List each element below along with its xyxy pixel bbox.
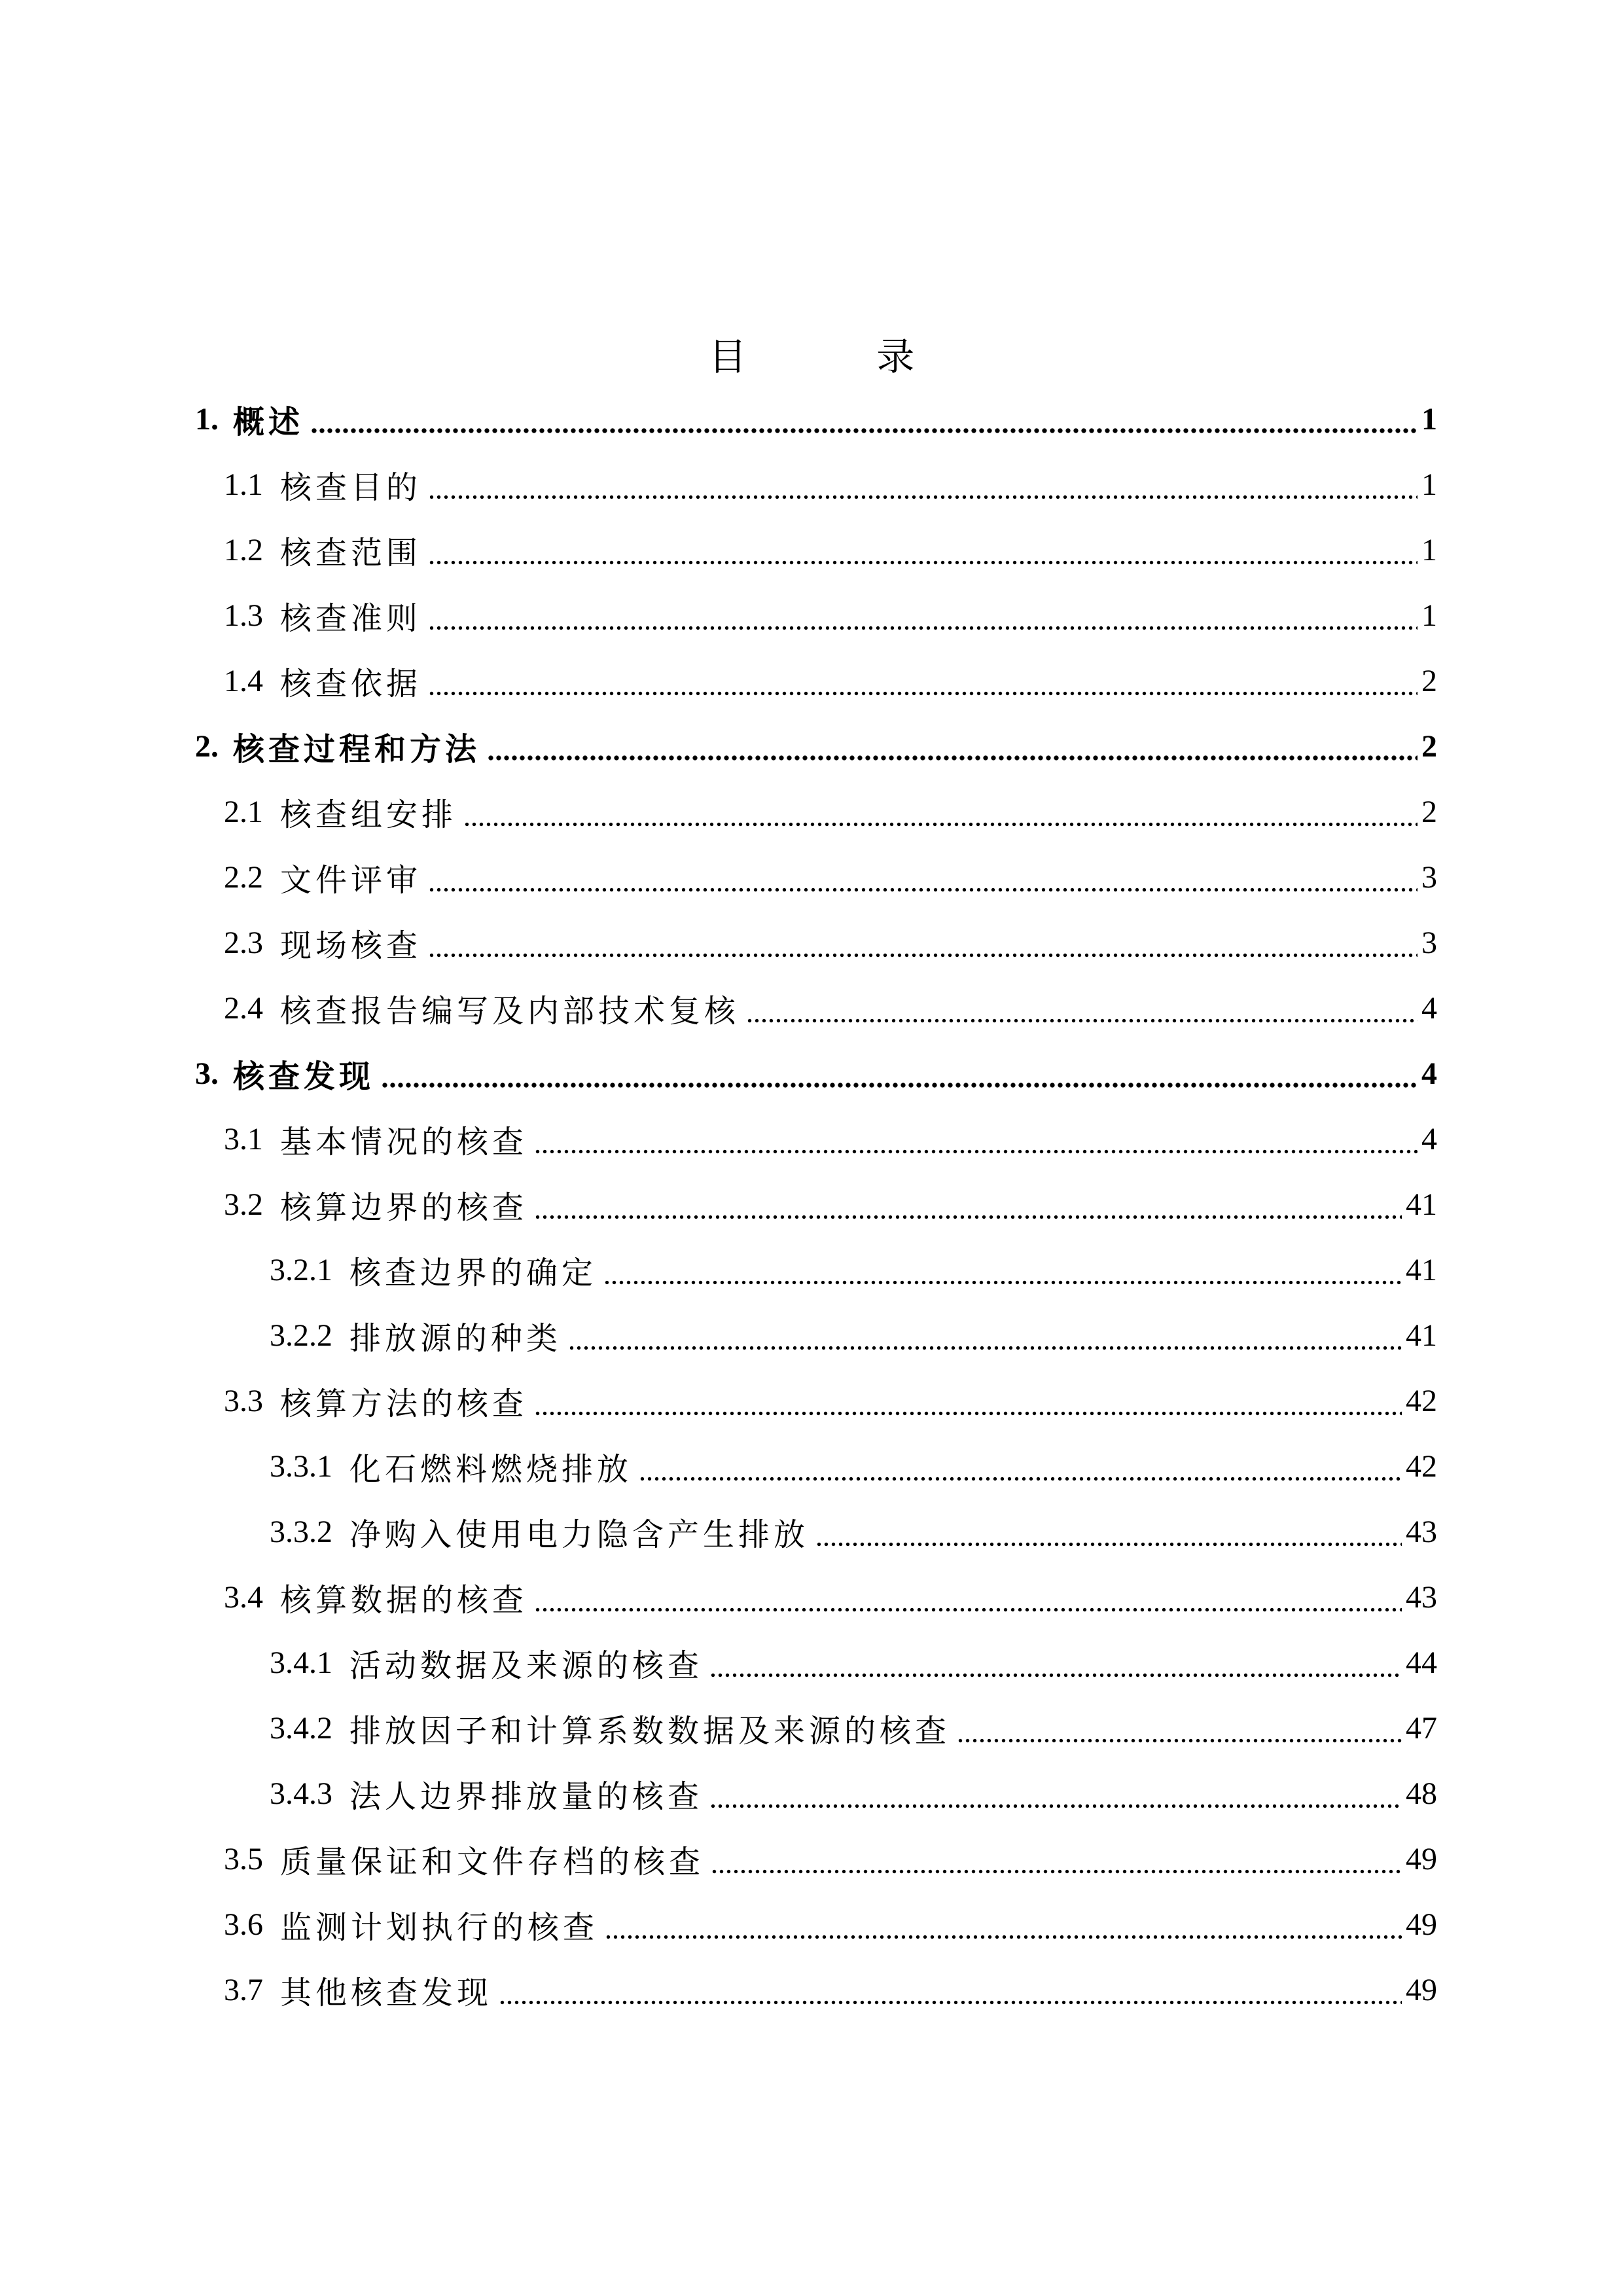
toc-entry-page-number: 4 [1421,1121,1437,1157]
toc-entry-number: 1.2 [224,532,263,567]
dot-leader [428,851,1418,903]
toc-title: 目 录 [708,334,974,379]
dot-leader [815,1505,1402,1558]
dot-leader [603,1244,1402,1296]
dot-leader [463,785,1418,838]
toc-entry-3-2[interactable] [224,1178,1437,1230]
toc-entry-page-number: 3 [1421,925,1437,960]
toc-entry-number: 3.4.3 [270,1776,332,1811]
dot-leader [639,1440,1402,1492]
dot-leader [568,1309,1402,1361]
toc-entry-2-1[interactable] [224,785,1437,838]
toc-entry-number: 3.3.1 [270,1448,332,1484]
toc-entry-text: 核算边界的核查 [280,1189,528,1226]
dot-leader [605,1898,1402,1950]
dot-leader [709,1767,1402,1820]
dot-leader [487,720,1418,772]
toc-entry-1-3[interactable] [224,589,1437,641]
toc-entry-page-number: 1 [1421,467,1437,502]
toc-entry-page-number: 2 [1421,663,1437,698]
toc-entry-text: 核查目的 [280,469,422,506]
toc-entry-number: 3.3 [224,1383,263,1418]
dot-leader [957,1702,1402,1754]
toc-entry-3[interactable] [195,1047,1437,1100]
toc-entry-text: 其他核查发现 [280,1974,493,2011]
toc-entry-page-number: 1 [1421,598,1437,633]
toc-entry-number: 1. [195,401,219,437]
toc-entry-number: 3.4.2 [270,1710,332,1746]
toc-entry-page-number: 42 [1406,1448,1437,1484]
toc-entry-text: 化石燃料燃烧排放 [349,1450,633,1488]
toc-entry-number: 2.3 [224,925,263,960]
toc-entry-text: 排放因子和计算系数数据及来源的核查 [349,1712,951,1749]
toc-entry-3-4-3[interactable] [270,1767,1437,1820]
dot-leader [534,1571,1402,1623]
toc-entry-text: 现场核查 [280,927,422,964]
toc-entry-number: 3.2 [224,1187,263,1222]
toc-entry-text: 核查依据 [280,665,422,702]
toc-entry-page-number: 44 [1406,1645,1437,1680]
toc-entry-3-3-2[interactable] [270,1505,1437,1558]
dot-leader [428,589,1418,641]
toc-entry-page-number: 3 [1421,859,1437,895]
toc-entry-text: 核查准则 [280,600,422,637]
toc-entry-text: 核查组安排 [280,796,457,833]
toc-entry-3-3-1[interactable] [270,1440,1437,1492]
toc-entry-text: 文件评审 [280,861,422,899]
toc-entry-page-number: 43 [1406,1514,1437,1549]
toc-entry-3-4[interactable] [224,1571,1437,1623]
toc-entry-2-2[interactable] [224,851,1437,903]
toc-entry-3-4-1[interactable] [270,1636,1437,1689]
dot-leader [310,393,1418,445]
toc-entry-page-number: 2 [1421,728,1437,764]
dot-leader [428,655,1418,707]
toc-entry-number: 1.1 [224,467,263,502]
toc-entry-number: 2. [195,728,219,764]
toc-entry-page-number: 4 [1421,990,1437,1026]
dot-leader [428,916,1418,969]
toc-entry-number: 1.4 [224,663,263,698]
toc-entry-page-number: 41 [1406,1187,1437,1222]
toc-entry-page-number: 48 [1406,1776,1437,1811]
toc-entry-page-number: 41 [1406,1318,1437,1353]
toc-entry-number: 2.1 [224,794,263,829]
toc-entry-number: 3.5 [224,1841,263,1876]
toc-entry-number: 3.2.1 [270,1252,332,1287]
toc-entry-number: 3.3.2 [270,1514,332,1549]
toc-entry-3-5[interactable] [224,1833,1437,1885]
toc-entry-number: 3.4 [224,1579,263,1615]
dot-leader [534,1374,1402,1427]
toc-entry-2-4[interactable] [224,982,1437,1034]
toc-entry-text: 核算数据的核查 [280,1581,528,1619]
toc-entry-3-1[interactable] [224,1113,1437,1165]
toc-entry-page-number: 4 [1421,1056,1437,1091]
dot-leader [711,1833,1402,1885]
toc-entry-page-number: 49 [1406,1972,1437,2007]
toc-entry-text: 概述 [233,403,304,440]
toc-entry-text: 监测计划执行的核查 [280,1909,599,1946]
toc-entry-page-number: 41 [1406,1252,1437,1287]
toc-entry-1-2[interactable] [224,524,1437,576]
toc-entry-3-6[interactable] [224,1898,1437,1950]
toc-entry-1-1[interactable] [224,458,1437,511]
toc-entry-page-number: 43 [1406,1579,1437,1615]
dot-leader [428,458,1418,511]
toc-entry-2[interactable] [195,720,1437,772]
toc-entry-number: 3.1 [224,1121,263,1157]
dot-leader [381,1047,1418,1100]
toc-entry-3-2-1[interactable] [270,1244,1437,1296]
dot-leader [534,1113,1418,1165]
toc-entry-page-number: 2 [1421,794,1437,829]
toc-entry-page-number: 49 [1406,1907,1437,1942]
toc-entry-number: 1.3 [224,598,263,633]
dot-leader [499,1964,1402,2016]
toc-entry-3-7[interactable] [224,1964,1437,2016]
dot-leader [428,524,1418,576]
toc-entry-page-number: 1 [1421,532,1437,567]
toc-entry-text: 质量保证和文件存档的核查 [280,1843,705,1880]
toc-entry-number: 2.4 [224,990,263,1026]
toc-entry-number: 2.2 [224,859,263,895]
toc-entry-page-number: 42 [1406,1383,1437,1418]
toc-entry-1-4[interactable] [224,655,1437,707]
toc-entry-2-3[interactable] [224,916,1437,969]
toc-entry-text: 核算方法的核查 [280,1385,528,1422]
toc-entry-text: 核查范围 [280,534,422,571]
toc-entry-text: 核查边界的确定 [349,1254,597,1291]
toc-entry-number: 3.4.1 [270,1645,332,1680]
dot-leader [709,1636,1402,1689]
toc-entry-text: 核查过程和方法 [233,730,481,768]
toc-entry-text: 核查报告编写及内部技术复核 [280,992,740,1030]
toc-entry-text: 净购入使用电力隐含产生排放 [349,1516,810,1553]
toc-entry-3-2-2[interactable] [270,1309,1437,1361]
toc-entry-number: 3.7 [224,1972,263,2007]
dot-leader [746,982,1418,1034]
toc-entry-text: 活动数据及来源的核查 [349,1647,704,1684]
toc-entry-number: 3.6 [224,1907,263,1942]
toc-entry-text: 法人边界排放量的核查 [349,1778,704,1815]
toc-entry-number: 3.2.2 [270,1318,332,1353]
toc-entry-3-4-2[interactable] [270,1702,1437,1754]
toc-entry-text: 核查发现 [233,1058,375,1095]
toc-entry-page-number: 1 [1421,401,1437,437]
toc-entry-1[interactable] [195,393,1437,445]
toc-entry-text: 排放源的种类 [349,1319,562,1357]
toc-entry-page-number: 47 [1406,1710,1437,1746]
toc-entry-3-3[interactable] [224,1374,1437,1427]
toc-entry-page-number: 49 [1406,1841,1437,1876]
toc-entry-number: 3. [195,1056,219,1091]
toc-entry-text: 基本情况的核查 [280,1123,528,1160]
dot-leader [534,1178,1402,1230]
